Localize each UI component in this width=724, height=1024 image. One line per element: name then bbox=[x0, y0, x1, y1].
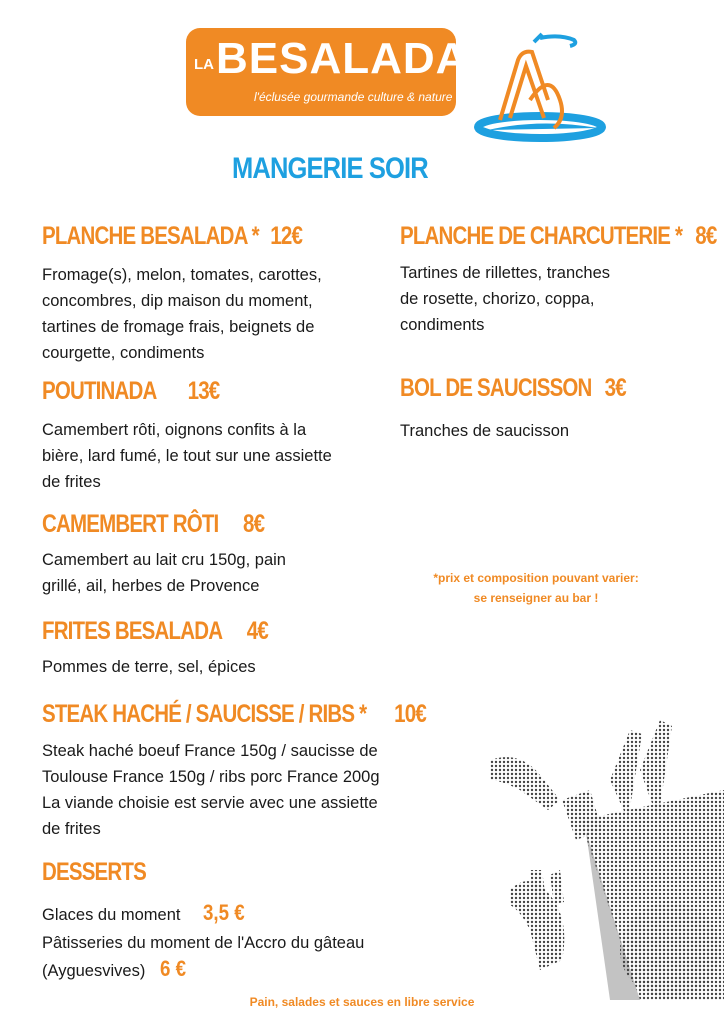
description-line: Tartines de rillettes, tranches bbox=[400, 264, 611, 282]
lock-illustration bbox=[470, 30, 610, 145]
logo-prefix: LA bbox=[194, 56, 214, 73]
description-line: Camembert rôti, oignons confits à la bbox=[42, 421, 307, 439]
description-line: Toulouse France 150g / ribs porc France 200g bbox=[42, 768, 380, 786]
item-description bbox=[42, 262, 322, 366]
footer-note: Pain, salades et sauces en libre service bbox=[249, 995, 475, 1009]
item-price: 8€ bbox=[695, 222, 717, 250]
item-name: PLANCHE DE CHARCUTERIE * bbox=[400, 222, 683, 250]
description-line: Pommes de terre, sel, épices bbox=[42, 658, 256, 676]
description-line: de rosette, chorizo, coppa, bbox=[400, 290, 595, 308]
item-description bbox=[42, 738, 380, 842]
logo-name: BESALADA bbox=[216, 34, 469, 83]
description-line: grillé, ail, herbes de Provence bbox=[42, 577, 260, 595]
note-line: *prix et composition pouvant varier: bbox=[433, 571, 639, 585]
dessert-label: Pâtisseries du moment de l'Accro du gâteau bbox=[42, 934, 365, 952]
item-description bbox=[42, 654, 256, 680]
page-title: MANGERIE SOIR bbox=[232, 152, 428, 185]
item-price: 4€ bbox=[246, 617, 268, 645]
item-name: PLANCHE BESALADA * bbox=[42, 222, 259, 250]
item-price: 12€ bbox=[270, 222, 303, 250]
description-line: Fromage(s), melon, tomates, carottes, bbox=[42, 266, 322, 284]
item-heading bbox=[42, 510, 264, 539]
item-description bbox=[400, 260, 610, 338]
item-price: 10€ bbox=[394, 700, 426, 728]
description-line: Tranches de saucisson bbox=[400, 422, 570, 440]
dessert-patisseries bbox=[42, 930, 364, 984]
item-name: BOL DE SAUCISSON bbox=[400, 374, 592, 402]
desserts-heading: DESSERTS bbox=[42, 858, 146, 886]
item-description bbox=[42, 547, 286, 599]
item-price: 3€ bbox=[604, 374, 626, 402]
dessert-glaces bbox=[42, 900, 252, 928]
item-heading bbox=[400, 222, 716, 251]
description-line: Camembert au lait cru 150g, pain bbox=[42, 551, 286, 569]
dessert-price: 3,5 € bbox=[203, 900, 245, 925]
logo bbox=[186, 28, 469, 116]
fries-cone-illustration bbox=[490, 720, 724, 1000]
description-line: bière, lard fumé, le tout sur une assiette bbox=[42, 447, 332, 465]
item-description bbox=[400, 418, 569, 444]
dessert-label: (Ayguesvives) bbox=[42, 962, 146, 980]
item-heading bbox=[42, 377, 219, 406]
pricing-note bbox=[390, 568, 682, 608]
description-line: La viande choisie est servie avec une assiette bbox=[42, 794, 378, 812]
description-line: concombres, dip maison du moment, bbox=[42, 292, 313, 310]
description-line: de frites bbox=[42, 820, 101, 838]
item-name: STEAK HACHÉ / SAUCISSE / RIBS * bbox=[42, 700, 367, 728]
item-name: POUTINADA bbox=[42, 377, 157, 405]
description-line: tartines de fromage frais, beignets de bbox=[42, 318, 315, 336]
item-heading bbox=[42, 700, 426, 729]
description-line: de frites bbox=[42, 473, 101, 491]
item-description bbox=[42, 417, 332, 495]
description-line: courgette, condiments bbox=[42, 344, 205, 362]
item-price: 8€ bbox=[243, 510, 265, 538]
item-heading bbox=[400, 374, 626, 403]
dessert-price: 6 € bbox=[159, 956, 186, 981]
item-name: CAMEMBERT RÔTI bbox=[42, 510, 219, 538]
item-name: FRITES BESALADA bbox=[42, 617, 223, 645]
description-line: condiments bbox=[400, 316, 485, 334]
item-heading bbox=[42, 222, 302, 251]
item-heading bbox=[42, 617, 268, 646]
note-line: se renseigner au bar ! bbox=[473, 591, 599, 605]
dessert-label: Glaces du moment bbox=[42, 906, 181, 924]
item-price: 13€ bbox=[187, 377, 220, 405]
logo-tagline: l'éclusée gourmande culture & nature bbox=[254, 90, 453, 104]
description-line: Steak haché boeuf France 150g / saucisse de bbox=[42, 742, 378, 760]
